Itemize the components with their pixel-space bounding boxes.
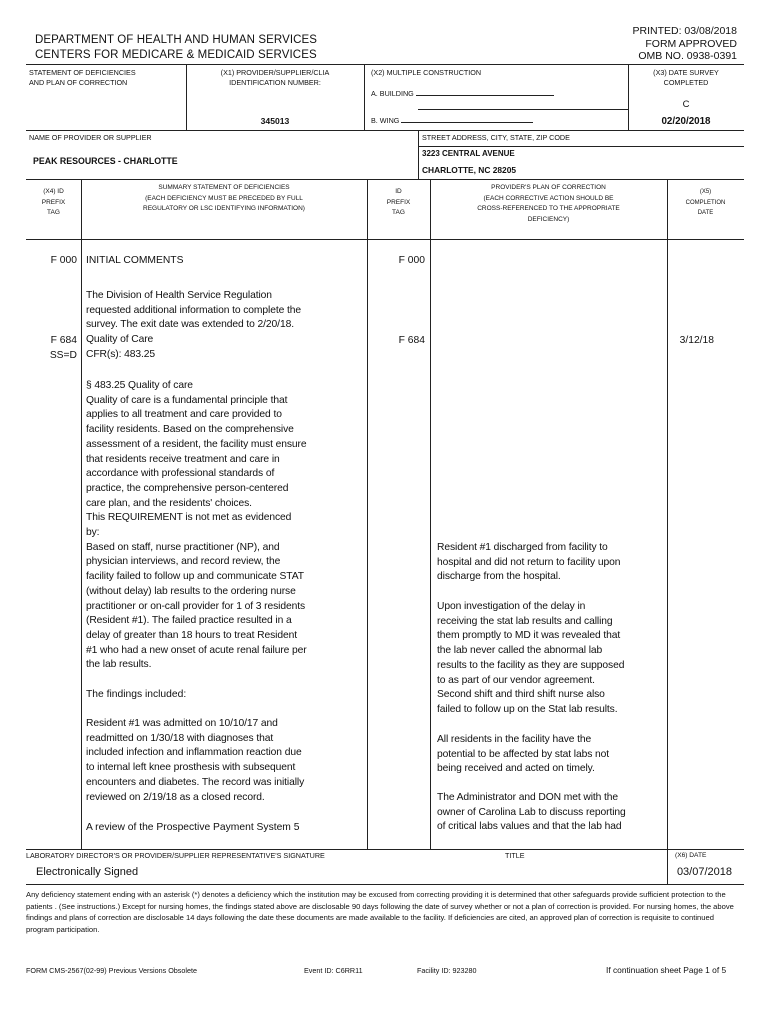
vline-col-tag	[81, 179, 82, 849]
page-number: If continuation sheet Page 1 of 5	[606, 965, 727, 975]
summary-paragraph-5: A review of the Prospective Payment System 5	[86, 822, 300, 833]
summary-header: SUMMARY STATEMENT OF DEFICIENCIES (EACH DEFICIENCY MUST BE PRECEDED BY FULL REGULATORY OR LSC IDENTIFYING INFORMATION)	[143, 184, 305, 212]
scope-severity: SS=D	[49, 350, 77, 361]
plan-header: PROVIDER'S PLAN OF CORRECTION (EACH CORRECTIVE ACTION SHOULD BE CROSS-REFERENCED TO THE APPROPRIATE DEFICIENCY)	[477, 184, 620, 223]
vline-col-plan	[667, 179, 668, 849]
initial-comments: INITIAL COMMENTS	[86, 255, 184, 266]
plan-paragraph-1: Resident #1 discharged from facility to hospital and did not return to facility upon discharge from the hospital.	[437, 542, 621, 583]
signature-date: 03/07/2018	[676, 866, 732, 878]
survey-code: C	[682, 99, 690, 110]
disclaimer-text: Any deficiency statement ending with an asterisk (*) denotes a deficiency which the institution may be excused from correcting providing it is determined that other safeguards provide sufficient protection to the patients . (See instructions.) Except for nursing homes, the findings stated above are disclosable 90 days following the date of survey whether or not a plan of correction is provided. For nursing homes, the above findings and plans of correction are disclosable 14 days following the date these documents are made available to the facility. If deficiencies are cited, an approved plan of correction is requisite to continued program participation.	[26, 890, 734, 934]
event-id: Event ID: C6RR11	[304, 966, 363, 975]
x1-label: (X1) PROVIDER/SUPPLIER/CLIA IDENTIFICATION NUMBER:	[220, 68, 330, 87]
building-label: A. BUILDING	[371, 87, 554, 99]
provider-name: PEAK RESOURCES - CHARLOTTE	[33, 156, 178, 166]
id-header: ID PREFIX TAG	[386, 188, 411, 216]
omb-number: OMB NO. 0938-0391	[638, 50, 737, 62]
form-number: FORM CMS-2567(02-99) Previous Versions Obsolete	[26, 966, 197, 975]
plan-paragraph-2: Upon investigation of the delay in receiving the stat lab results and calling them promptly to MD it was revealed that the lab never called the abnormal lab results to the facility as they are supposed to as part of our vendor agreement. Second shift and third shift nurse also failed to follow up on the Stat lab results.	[437, 601, 625, 715]
x2-label: (X2) MULTIPLE CONSTRUCTION	[371, 68, 482, 77]
form-approved: FORM APPROVED	[645, 37, 737, 50]
city-state-zip: CHARLOTTE, NC 28205	[422, 165, 517, 175]
building-field	[416, 87, 554, 96]
printed-date: PRINTED: 03/08/2018	[632, 25, 737, 37]
statement-label: STATEMENT OF DEFICIENCIES AND PLAN OF CORRECTION	[29, 68, 136, 87]
grid-line-2	[26, 130, 744, 131]
title-label: TITLE	[505, 851, 525, 860]
signature-value: Electronically Signed	[36, 866, 139, 878]
vline-col-summary	[367, 179, 368, 849]
wing-divider	[418, 109, 628, 110]
department-header	[35, 33, 317, 63]
summary-paragraph-1: The Division of Health Service Regulation requested additional information to complete the survey. The exit date was extended to 2/20/18. Quality of Care CFR(s): 483.25	[86, 290, 302, 360]
plan-paragraph-3: All residents in the facility have the potential to be affected by stat labs not being received and acted on timely.	[437, 734, 610, 775]
grid-line-6	[26, 884, 744, 885]
vline-col-id	[430, 179, 431, 849]
date-label: (X6) DATE	[675, 852, 707, 859]
grid-top-line	[26, 64, 744, 65]
plan-paragraph-4: The Administrator and DON met with the owner of Carolina Lab to discuss reporting of critical labs values and that the lab had	[437, 792, 626, 833]
grid-line-5	[26, 849, 744, 850]
x3-label: (X3) DATE SURVEY COMPLETED	[653, 68, 719, 87]
grid-line-4	[26, 239, 744, 240]
department-name: DEPARTMENT OF HEALTH AND HUMAN SERVICES	[35, 34, 318, 46]
agency-name: CENTERS FOR MEDICARE & MEDICAID SERVICES	[35, 49, 317, 61]
facility-id: Facility ID: 923280	[417, 966, 477, 975]
summary-paragraph-3: The findings included:	[86, 689, 187, 700]
street-address: 3223 CENTRAL AVENUE	[422, 149, 515, 158]
address-label: STREET ADDRESS, CITY, STATE, ZIP CODE	[422, 133, 570, 142]
summary-paragraph-2: § 483.25 Quality of care Quality of care is a fundamental principle that applies to all treatment and care provided to facility residents. Based on the comprehensive assessment of a resident, the facility must ensure that residents receive treatment and care in accordance with professional standards of practice, the comprehensive person-centered care plan, and the residents' choices. This REQUIREMENT is not met as evidenced by: Based on staff, nurse practitioner (NP), and physician interviews, and record review, the facility failed to follow up and communicate STAT (without delay) lab results to the ordering nurse practitioner or on-call provider for 1 of 3 residents (Resident #1). The failed practice resulted in a delay of greater than 18 hours to treat Resident #1 who had a new onset of acute renal failure per the lab results.	[86, 380, 307, 671]
tag-f000: F 000	[50, 255, 77, 266]
wing-field	[401, 114, 533, 123]
x5-header: (X5) COMPLETION DATE	[685, 189, 726, 216]
tag-f684-right: F 684	[398, 335, 425, 346]
provider-name-label: NAME OF PROVIDER OR SUPPLIER	[29, 133, 152, 142]
x4-header: (X4) ID PREFIX TAG	[41, 188, 66, 216]
wing-label: B. WING	[371, 114, 533, 126]
provider-id-number: 345013	[260, 116, 290, 126]
vline-address	[418, 130, 419, 179]
tag-f000-right: F 000	[398, 255, 425, 266]
tag-f684: F 684	[50, 335, 77, 346]
address-divider	[418, 146, 744, 147]
signature-label: LABORATORY DIRECTOR'S OR PROVIDER/SUPPLIER REPRESENTATIVE'S SIGNATURE	[26, 851, 325, 860]
vline-x2	[364, 64, 365, 130]
grid-line-3	[26, 179, 744, 180]
summary-paragraph-4: Resident #1 was admitted on 10/10/17 and readmitted on 1/30/18 with diagnoses that included infection and inflammation reaction due to internal left knee prosthesis with subsequent encounters and diabetes. The record was initially reviewed on 2/19/18 as a closed record.	[86, 718, 305, 803]
survey-completed-date: 02/20/2018	[661, 116, 711, 127]
completion-date: 3/12/18	[679, 335, 714, 346]
form-info	[633, 25, 737, 63]
